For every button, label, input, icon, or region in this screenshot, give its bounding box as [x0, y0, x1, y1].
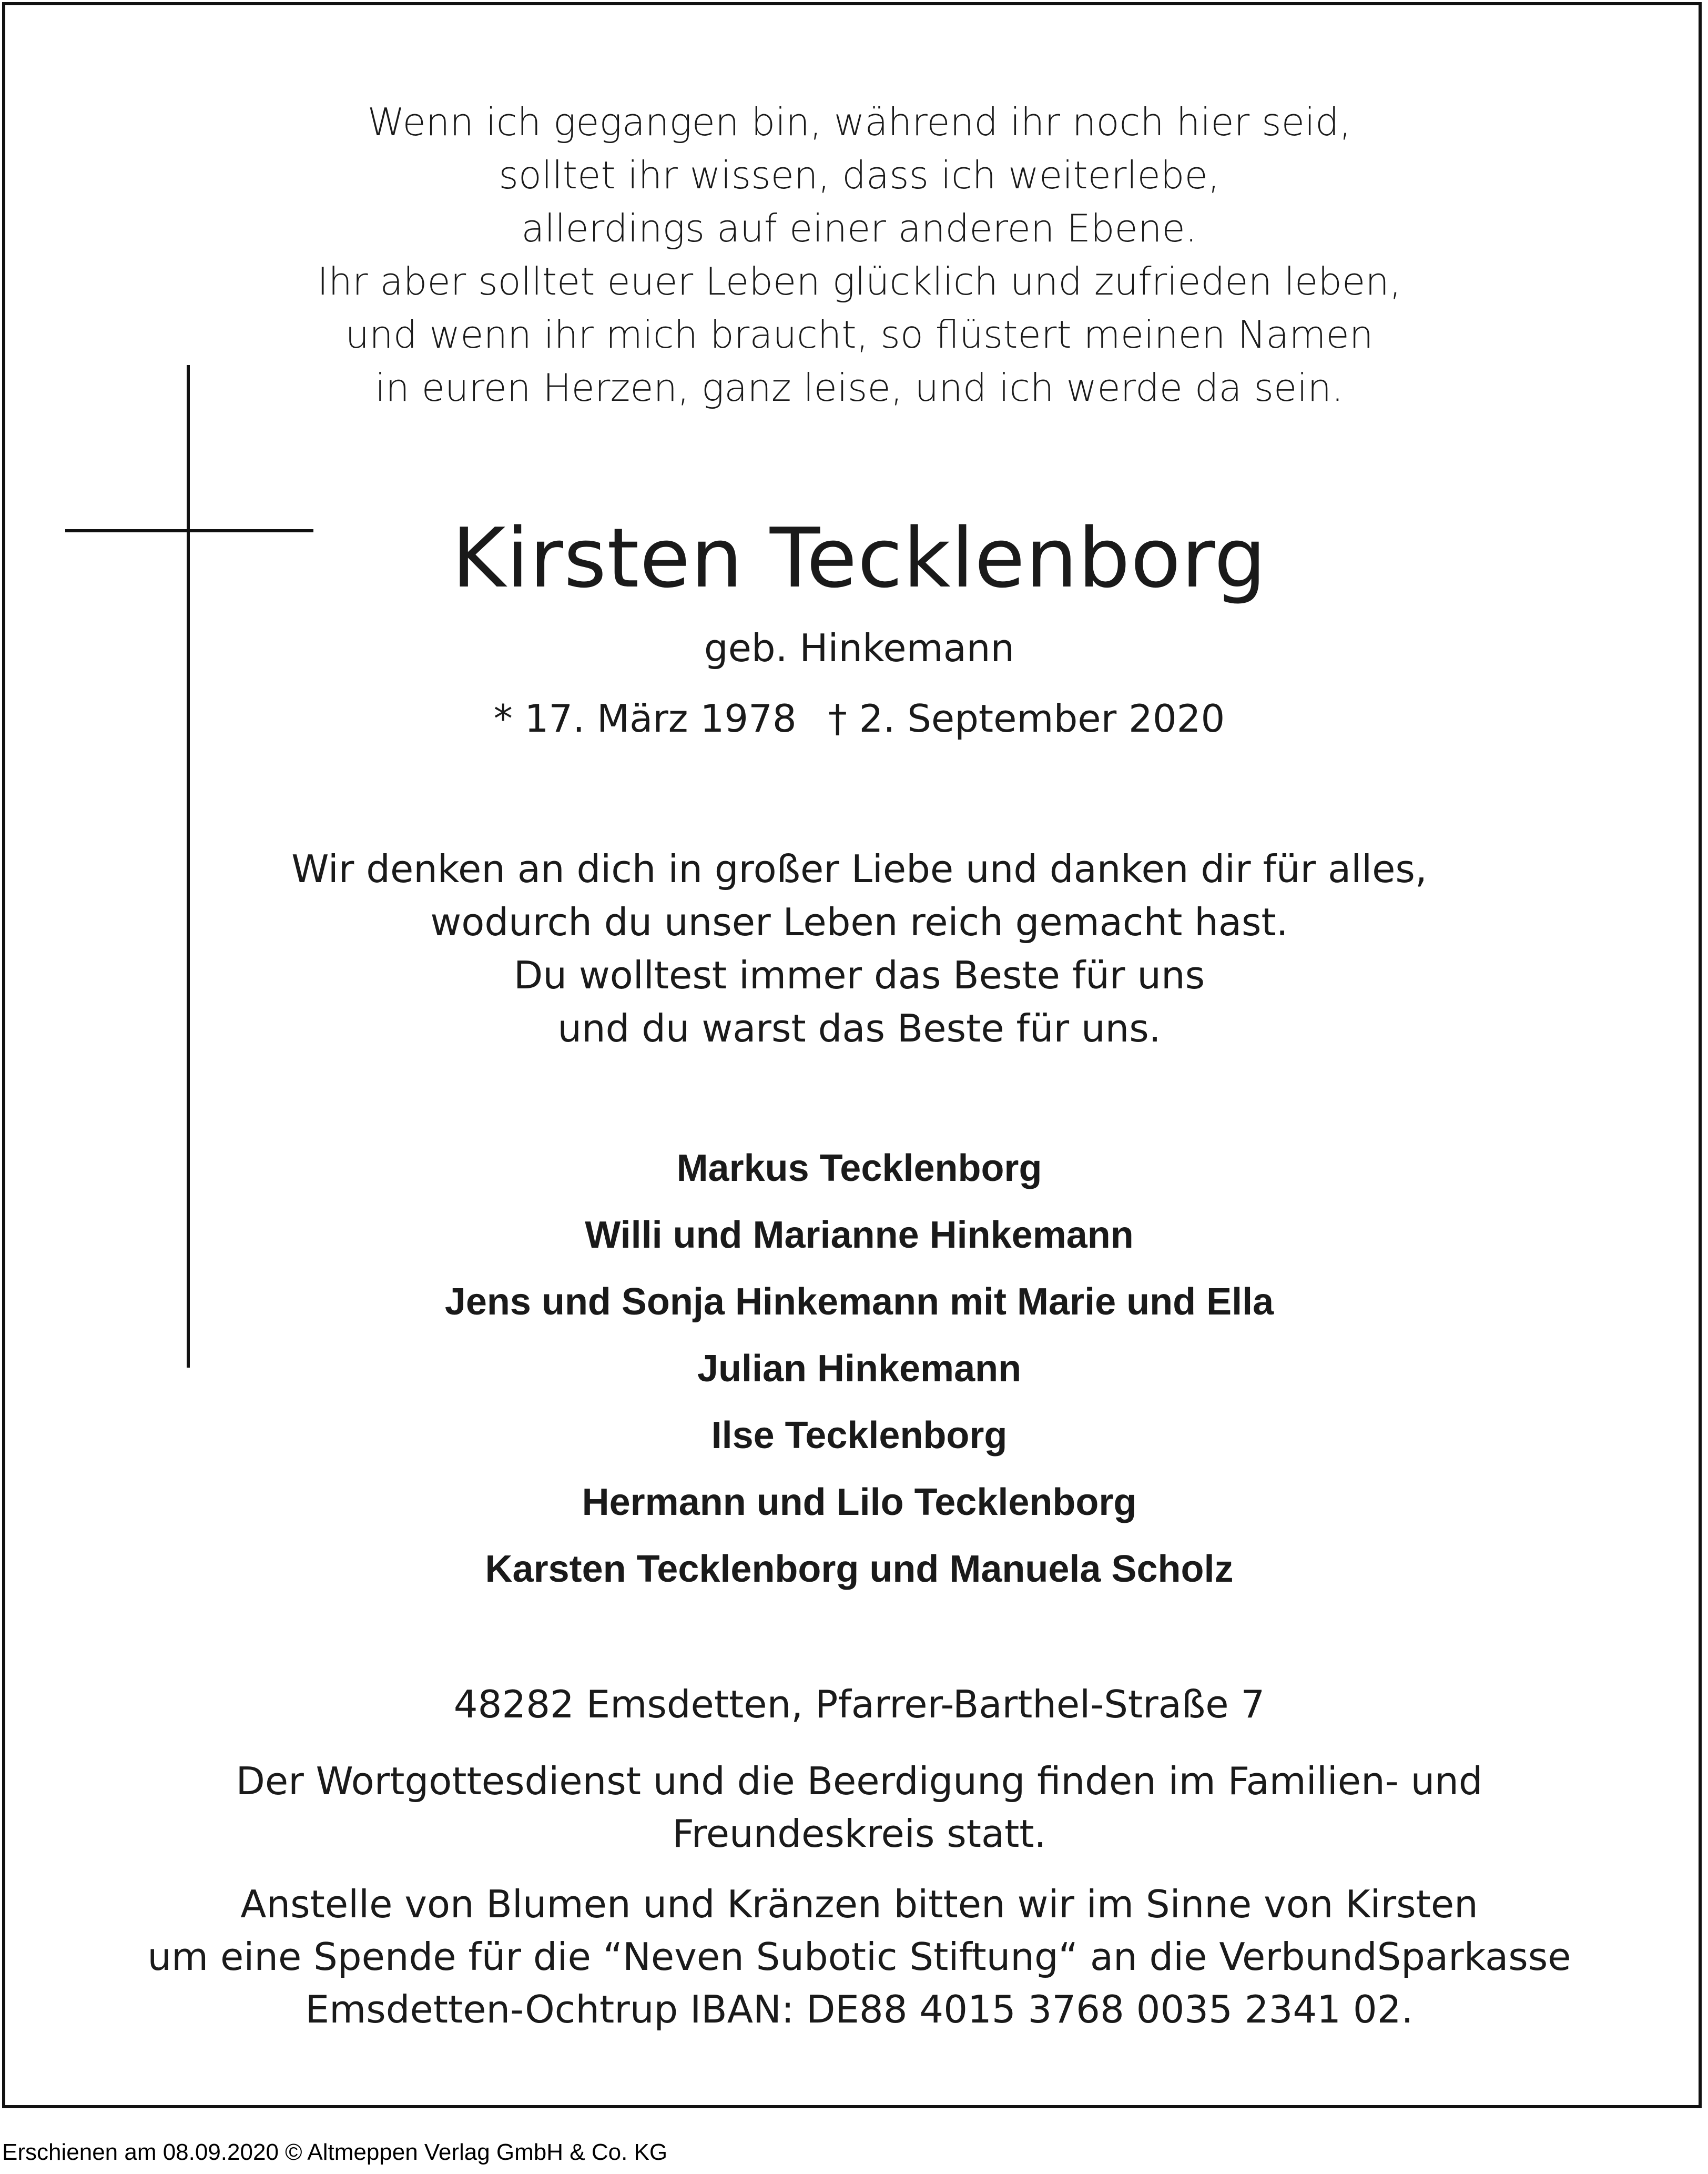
donation-notice [5, 1878, 1708, 2036]
publication-footer: Erschienen am 08.09.2020 © Altmeppen Verlag GmbH & Co. KG [2, 2139, 668, 2165]
memory-text [5, 843, 1708, 1055]
poem-line: allerdings auf einer anderen Ebene. [521, 206, 1197, 250]
birth-name: geb. Hinkemann [704, 626, 1015, 670]
donation-line: Anstelle von Blumen und Kränzen bitten wir im Sinne von Kirsten [240, 1882, 1478, 1926]
service-notice [5, 1755, 1708, 1860]
mourner-name: Karsten Tecklenborg und Manuela Scholz [485, 1548, 1234, 1590]
poem-line: Ihr aber solltet euer Leben glücklich und zufrieden leben, [317, 259, 1401, 304]
birth-date: * 17. März 1978 [493, 696, 797, 741]
donation-line: um eine Spende für die “Neven Subotic Stiftung“ an die VerbundSparkasse [147, 1935, 1571, 1979]
poem-line: und wenn ihr mich braucht, so flüstert meinen Namen [345, 312, 1374, 357]
mourner-name: Hermann und Lilo Tecklenborg [582, 1481, 1137, 1523]
obituary-frame [2, 2, 1702, 2108]
address: 48282 Emsdetten, Pfarrer-Barthel-Straße 7 [453, 1682, 1265, 1726]
memory-line: Wir denken an dich in großer Liebe und danken dir für alles, [291, 847, 1427, 891]
mourner-name: Julian Hinkemann [697, 1348, 1022, 1390]
mourner-name: Jens und Sonja Hinkemann mit Marie und Ella [444, 1281, 1274, 1323]
memory-line: Du wolltest immer das Beste für uns [513, 953, 1205, 997]
mourner-name: Markus Tecklenborg [676, 1147, 1042, 1189]
memory-line: und du warst das Beste für uns. [557, 1006, 1161, 1050]
mourner-name: Ilse Tecklenborg [711, 1414, 1008, 1457]
service-line: Freundeskreis statt. [672, 1812, 1046, 1856]
donation-line: Emsdetten-Ochtrup IBAN: DE88 4015 3768 0035 2341 02. [305, 1987, 1414, 2031]
death-date: † 2. September 2020 [828, 696, 1225, 741]
poem-line: Wenn ich gegangen bin, während ihr noch hier seid, [367, 100, 1351, 144]
memory-line: wodurch du unser Leben reich gemacht hast. [430, 900, 1288, 944]
poem-line: in euren Herzen, ganz leise, und ich werde da sein. [375, 366, 1344, 410]
poem [5, 96, 1708, 414]
mourners-list [5, 1135, 1708, 1603]
mourner-name: Willi und Marianne Hinkemann [585, 1214, 1134, 1256]
life-dates [5, 692, 1708, 745]
service-line: Der Wortgottesdienst und die Beerdigung finden im Familien- und [236, 1759, 1483, 1803]
deceased-name: Kirsten Tecklenborg [452, 510, 1267, 606]
poem-line: solltet ihr wissen, dass ich weiterlebe, [499, 153, 1220, 197]
